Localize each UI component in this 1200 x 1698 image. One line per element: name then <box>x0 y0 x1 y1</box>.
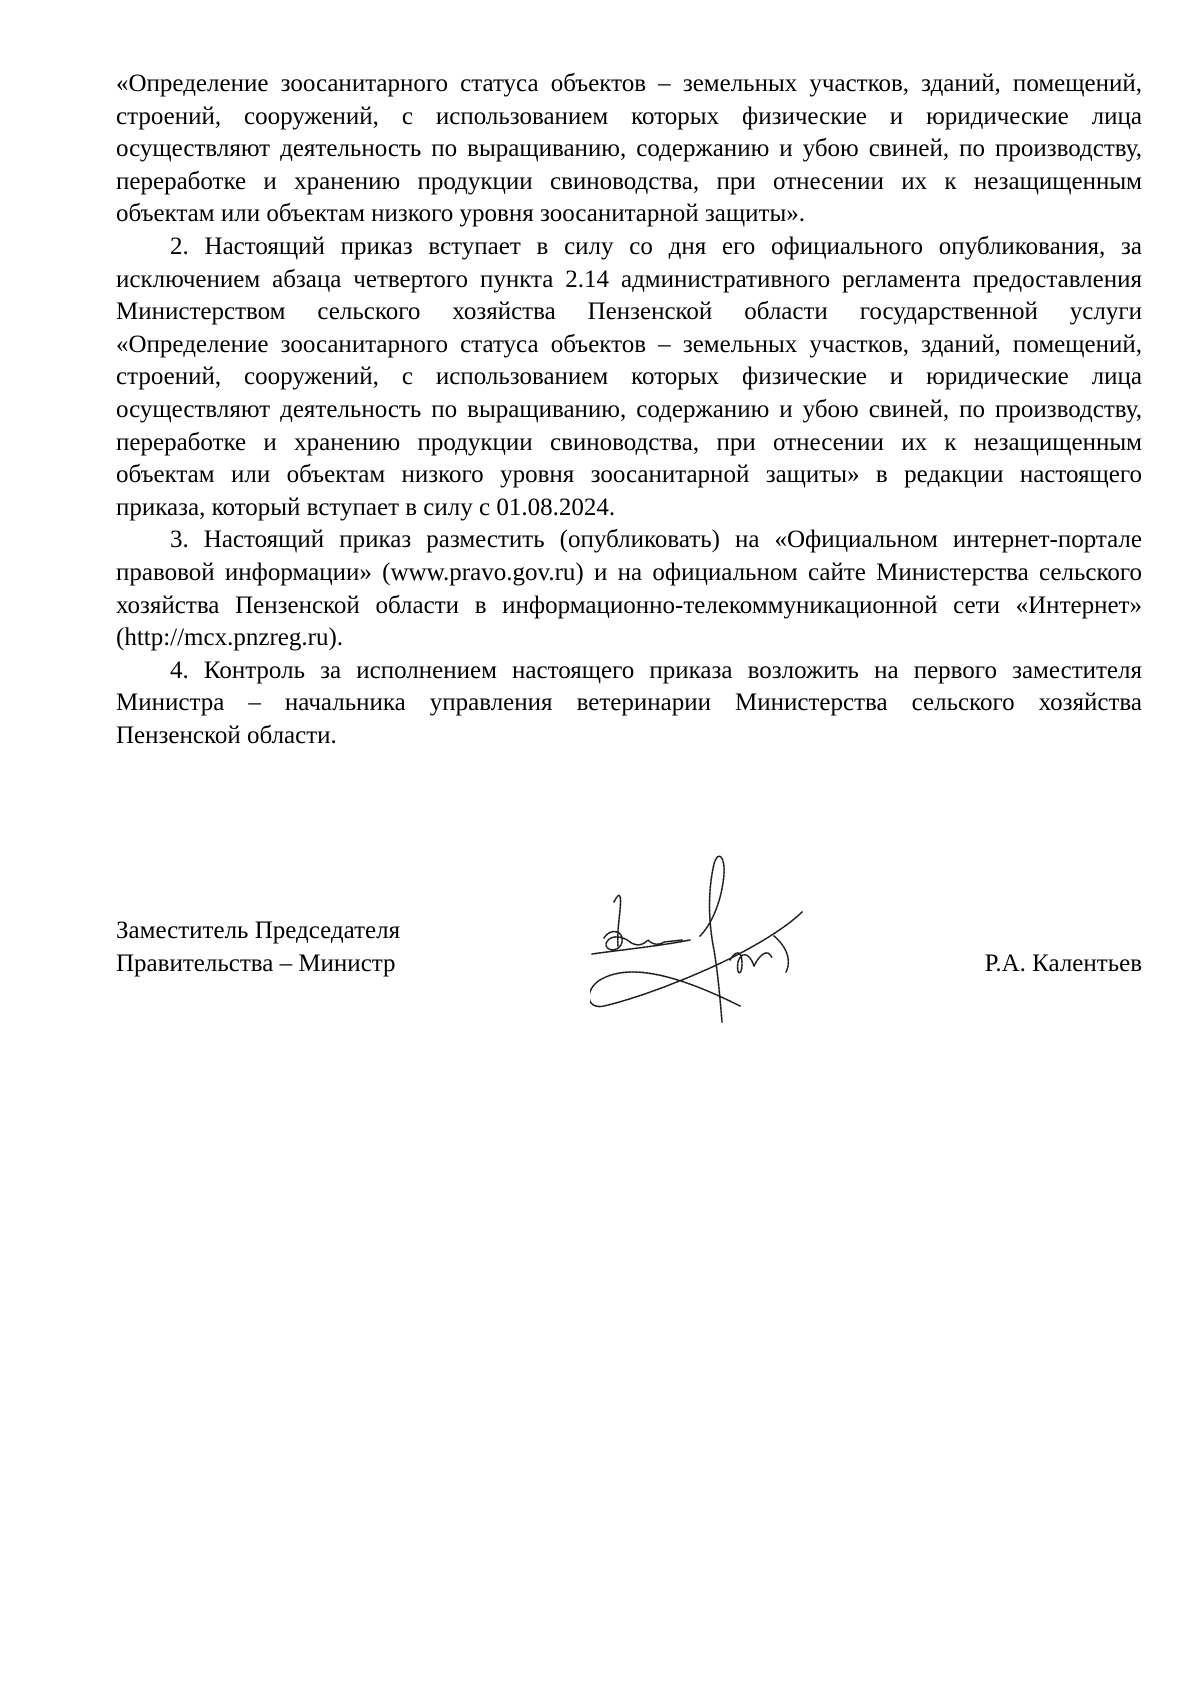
paragraph-continuation: «Определение зоосанитарного статуса объектов – земельных участков, зданий, помещений, строений, сооружений, с использованием которых физические и юридические лица осуществляют деятельность по выращиванию, содержанию и убою свиней, по производству, переработке и хранению продукции свиноводства, при отнесении их к незащищенным объектам или объектам низкого уровня зоосанитарной защиты». <box>116 70 1142 228</box>
signatory-position <box>116 914 400 980</box>
signatory-name: Р.А. Калентьев <box>984 950 1142 977</box>
paragraph-item-2: 2. Настоящий приказ вступает в силу со дня его официального опубликования, за исключением абзаца четвертого пункта 2.14 административного регламента предоставления Министерством сельского хозяйства Пензенской области государственной услуги «Определение зоосанитарного статуса объектов – земельных участков, зданий, помещений, строений, сооружений, с использованием которых физические и юридические лица осуществляют деятельность по выращиванию, содержанию и убою свиней, по производству, переработке и хранению продукции свиноводства, при отнесении их к незащищенным объектам или объектам низкого уровня зоосанитарной защиты» в редакции настоящего приказа, который вступает в силу с 01.08.2024. <box>116 232 1142 521</box>
handwritten-signature <box>590 850 850 1025</box>
document-body <box>116 68 1142 752</box>
paragraph-item-4: 4. Контроль за исполнением настоящего приказа возложить на первого заместителя Министра – начальника управления ветеринарии Министерства сельского хозяйства Пензенской области. <box>116 656 1142 749</box>
paragraph-item-3: 3. Настоящий приказ разместить (опубликовать) на «Официальном интернет-портале правовой информации» (www.pravo.gov.ru) и на официальном сайте Министерства сельского хозяйства Пензенской области в информационно-телекоммуникационной сети «Интернет» (http://mcx.pnzreg.ru). <box>116 526 1142 652</box>
signatory-position-line-2: Правительства – Министр <box>116 950 396 977</box>
signatory-position-line-1: Заместитель Председателя <box>116 917 401 944</box>
